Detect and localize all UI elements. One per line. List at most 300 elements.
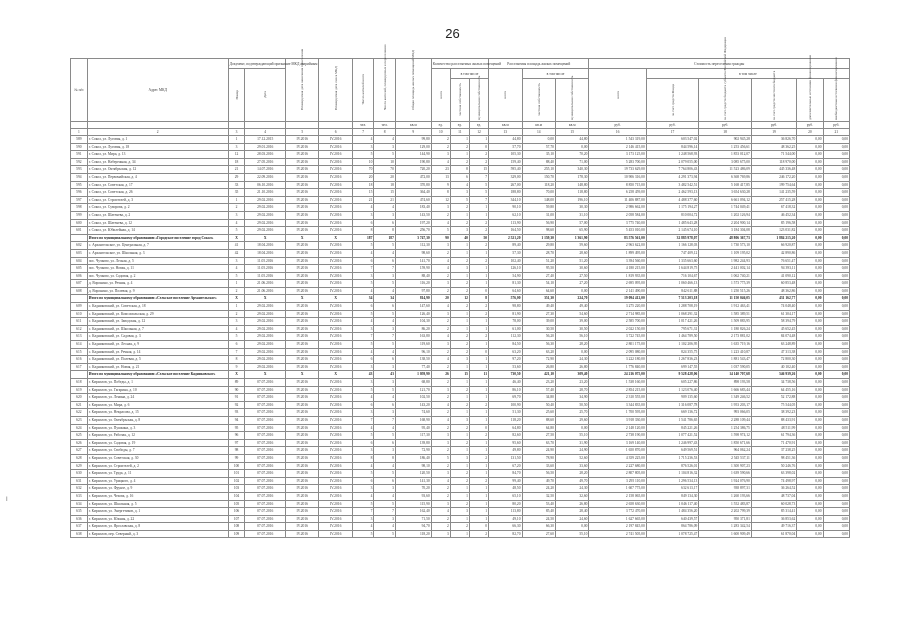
cell-rm: 2: [469, 151, 488, 159]
cell-am: 30,30: [555, 204, 588, 212]
cell-no: 631: [71, 477, 88, 485]
cell-cf: 1 288 708,19: [646, 303, 699, 311]
cell-cr: 1 853 012,07: [699, 151, 752, 159]
cell-cr: 1 552 483,87: [699, 500, 752, 508]
cell-at: 64,60: [489, 287, 522, 295]
cell-ap: 66,30: [522, 523, 555, 531]
cell-d1: IV.2016: [286, 341, 319, 349]
cell-num: 89: [228, 379, 245, 387]
cell-cr: 6 661 094,12: [699, 196, 752, 204]
cell-at: 53,60: [489, 363, 522, 371]
cell-ppl2: 4: [374, 462, 396, 470]
cell-rt: 4: [431, 303, 450, 311]
cell-d1: IV.2016: [286, 439, 319, 447]
cell-rp: 2: [450, 348, 469, 356]
cell-date: 07.07.2016: [245, 379, 286, 387]
cell-ppl: 5: [352, 386, 374, 394]
cell-date: 07.07.2016: [245, 447, 286, 455]
cell-rp: 12: [450, 295, 469, 303]
cell-cr: 1 639 590,66: [699, 470, 752, 478]
cell-ap: 29,80: [522, 242, 555, 250]
cell-date: 18.04.2016: [245, 242, 286, 250]
cell-d2: IV.2016: [319, 257, 352, 265]
cell-rt: 3: [431, 280, 450, 288]
cell-ct: 6 258 459,00: [589, 189, 646, 197]
cell-ppl2: 43: [374, 371, 396, 379]
cell-rt: 5: [431, 454, 450, 462]
cell-cf: 1 644 819,75: [646, 265, 699, 273]
cell-num: X: [228, 371, 245, 379]
cell-at: 49,80: [489, 447, 522, 455]
cell-ppl: 6: [352, 219, 374, 227]
cell-at: 65,10: [489, 492, 522, 500]
cell-ppl2: 3: [374, 485, 396, 493]
cell-e2: 0,00: [823, 447, 849, 455]
cell-d1: X: [286, 234, 319, 242]
cell-ppl: 5: [352, 341, 374, 349]
cell-area: 115,90: [395, 500, 431, 508]
cell-no: 607: [71, 280, 88, 288]
cell-date: 07.07.2016: [245, 386, 286, 394]
cell-no: 625: [71, 432, 88, 440]
cell-cr: 938 897,31: [699, 485, 752, 493]
cell-e2: 0,00: [823, 333, 849, 341]
cell-cf: 1 541 786,65: [646, 416, 699, 424]
cell-d1: IV.2016: [286, 204, 319, 212]
cell-num: 4: [228, 219, 245, 227]
cell-cr: 1 924 076,90: [699, 477, 752, 485]
cell-ppl: 6: [352, 401, 374, 409]
cell-d2: IV.2016: [319, 379, 352, 387]
cell-addr: г. Кириллов, ул. Чехова, д. 16: [87, 492, 228, 500]
cell-addr: г. Сокол, ул. Шатенева, д. 2: [87, 211, 228, 219]
table-row: [71, 136, 850, 144]
header-people-plan: [374, 43, 396, 122]
cell-ppl: 18: [352, 181, 374, 189]
cell-rp: 8: [450, 166, 469, 174]
unit-rooms-total: ед.: [431, 122, 450, 129]
cell-ct: 3 222 180,00: [589, 356, 646, 364]
cell-ppl2: 6: [374, 219, 396, 227]
cell-rp: 5: [450, 196, 469, 204]
cell-cl: 85 314,41: [751, 508, 796, 516]
cell-addr: г. Кириллов, пер. Северный, д. 3: [87, 530, 228, 538]
cell-e2: 0,00: [823, 371, 849, 379]
cell-no: 637: [71, 523, 88, 531]
cell-d2: IV.2016: [319, 204, 352, 212]
cell-e1: 0,00: [797, 136, 823, 144]
cell-area: 168,90: [395, 416, 431, 424]
table-row: [71, 348, 850, 356]
cell-e1: 0,00: [797, 477, 823, 485]
cell-d1: IV.2016: [286, 151, 319, 159]
cell-at: 595,40: [489, 166, 522, 174]
cell-no: 636: [71, 515, 88, 523]
cell-ap: 24,50: [522, 515, 555, 523]
cell-no: 593: [71, 166, 88, 174]
cell-am: 1 361,90: [555, 234, 588, 242]
table-row: [71, 280, 850, 288]
cell-ppl2: 5: [374, 386, 396, 394]
cell-am: 25,70: [555, 409, 588, 417]
cell-ct: 4 359 225,00: [589, 454, 646, 462]
table-row: [71, 439, 850, 447]
cell-rm: 2: [469, 158, 488, 166]
cell-date: 06.10.2016: [245, 181, 286, 189]
column-number: 12: [469, 129, 488, 136]
cell-no: 613: [71, 333, 88, 341]
cell-rp: 2: [450, 523, 469, 531]
cell-d2: IV.2016: [319, 348, 352, 356]
cell-at: 84,70: [489, 470, 522, 478]
cell-ct: 1 543 319,00: [589, 136, 646, 144]
unit-area-municipal: кв.м: [555, 122, 588, 129]
cell-d2: IV.2016: [319, 424, 352, 432]
header-cost-extra: [797, 54, 823, 122]
row-number-cell: [71, 295, 88, 303]
cell-date: 27.05.2016: [245, 158, 286, 166]
cell-area: 364,40: [395, 189, 431, 197]
cell-at: 62,10: [489, 211, 522, 219]
cell-d2: X: [319, 295, 352, 303]
cell-d1: IV.2016: [286, 310, 319, 318]
cell-cf: 1 102 206,95: [646, 341, 699, 349]
cell-at: 66,30: [489, 523, 522, 531]
table-row: [71, 196, 850, 204]
cell-d2: IV.2016: [319, 227, 352, 235]
cell-ppl: 6: [352, 439, 374, 447]
cell-cr: 1 037 590,05: [699, 363, 752, 371]
cell-am: 52,60: [555, 454, 588, 462]
cell-ppl2: 5: [374, 151, 396, 159]
cell-at: 97,20: [489, 356, 522, 364]
cell-num: 92: [228, 401, 245, 409]
cell-cf: 1 046 117,40: [646, 500, 699, 508]
cell-d1: IV.2016: [286, 287, 319, 295]
cell-ct: 2 741 505,00: [589, 530, 646, 538]
cell-cf: 1 296 534,13: [646, 477, 699, 485]
unit-cost-extra2: руб.: [823, 122, 849, 129]
unit-cost-extra: руб.: [797, 122, 823, 129]
cell-rp: 1: [450, 310, 469, 318]
cell-cl: 34 738,56: [751, 379, 796, 387]
cell-e2: 0,00: [823, 151, 849, 159]
cell-rm: 1: [469, 265, 488, 273]
cell-addr: г. Сокол, ул. Советская, д. 26: [87, 189, 228, 197]
cell-num: 3: [228, 143, 245, 151]
cell-d1: IV.2016: [286, 242, 319, 250]
cell-ppl: 4: [352, 204, 374, 212]
cell-e1: 0,00: [797, 500, 823, 508]
cell-ppl2: 5: [374, 242, 396, 250]
cell-am: 71,00: [555, 158, 588, 166]
header-area-municipal: [555, 75, 588, 122]
table-row: [71, 409, 850, 417]
cell-no: 597: [71, 196, 88, 204]
cell-e1: 0,00: [797, 211, 823, 219]
cell-cl: 60 853,48: [751, 280, 796, 288]
cell-e2: 0,00: [823, 204, 849, 212]
cell-e1: 0,00: [797, 196, 823, 204]
cell-cf: 1 316 087,78: [646, 401, 699, 409]
cell-cr: 1 254 386,75: [699, 424, 752, 432]
cell-rt: 2: [431, 363, 450, 371]
cell-ap: 56,30: [522, 341, 555, 349]
cell-ppl: 4: [352, 523, 374, 531]
cell-rp: 15: [450, 371, 469, 379]
cell-num: 100: [228, 462, 245, 470]
cell-d2: IV.2016: [319, 196, 352, 204]
cell-ppl2: 8: [374, 227, 396, 235]
header-cost-by-source: в том числе: [646, 69, 849, 79]
cell-addr: г. Сокол, ул. Юбилейная, д. 14: [87, 227, 228, 235]
cell-am: 54,60: [555, 310, 588, 318]
cell-cr: 902 945,28: [699, 136, 752, 144]
cell-ppl: 7: [352, 333, 374, 341]
cell-num: 35: [228, 189, 245, 197]
cell-e1: 0,00: [797, 272, 823, 280]
cell-e1: 0,00: [797, 204, 823, 212]
cell-area: 71,50: [395, 515, 431, 523]
cell-rp: 1: [450, 530, 469, 538]
cell-cr: 1 062 740,21: [699, 272, 752, 280]
cell-ppl: 3: [352, 363, 374, 371]
cell-area: 370,80: [395, 181, 431, 189]
cell-num: 12: [228, 151, 245, 159]
cell-rt: 23: [431, 166, 450, 174]
cell-am: 27,20: [555, 280, 588, 288]
cell-at: 44,80: [489, 136, 522, 144]
cell-at: 80,20: [489, 500, 522, 508]
cell-am: 24,30: [555, 356, 588, 364]
cell-at: 112,30: [489, 333, 522, 341]
cell-rm: 2: [469, 310, 488, 318]
header-cost-extra-label: дополнительные источники финансирования: [807, 54, 812, 120]
cell-cf: 1 123 076,40: [646, 386, 699, 394]
unit-blank-5: [286, 122, 319, 129]
table-row: [71, 530, 850, 538]
cell-num: 97: [228, 439, 245, 447]
cell-date: 07.07.2016: [245, 439, 286, 447]
cell-ct: 1 819 935,00: [589, 272, 646, 280]
cell-rm: 1: [469, 325, 488, 333]
cell-rp: 1: [450, 492, 469, 500]
cell-e2: 0,00: [823, 416, 849, 424]
cell-d1: IV.2016: [286, 523, 319, 531]
cell-rm: 5: [469, 189, 488, 197]
cell-date: 07.07.2016: [245, 500, 286, 508]
cell-date: X: [245, 371, 286, 379]
cell-e1: 0,00: [797, 348, 823, 356]
cell-d2: IV.2016: [319, 447, 352, 455]
cell-d1: IV.2016: [286, 492, 319, 500]
cell-ct: 3 173 125,00: [589, 151, 646, 159]
cell-d1: IV.2016: [286, 485, 319, 493]
cell-rp: 2: [450, 477, 469, 485]
cell-rp: 2: [450, 500, 469, 508]
cell-rm: 2: [469, 530, 488, 538]
cell-date: 21.06.2016: [245, 280, 286, 288]
table-row: [71, 477, 850, 485]
cell-no: 601: [71, 227, 88, 235]
cell-ppl: 4: [352, 424, 374, 432]
cell-num: 93: [228, 409, 245, 417]
cell-rm: 2: [469, 227, 488, 235]
cell-ppl: 5: [352, 151, 374, 159]
cell-e1: 0,00: [797, 325, 823, 333]
cell-rp: 2: [450, 280, 469, 288]
cell-d1: IV.2016: [286, 447, 319, 455]
cell-rm: 0: [469, 287, 488, 295]
cell-date: 29.02.2016: [245, 363, 286, 371]
cell-d1: IV.2016: [286, 136, 319, 144]
header-area-by-type: в том числе: [522, 69, 589, 79]
column-number: 16: [589, 129, 646, 136]
cell-e2: 0,00: [823, 379, 849, 387]
cell-date: 07.07.2016: [245, 432, 286, 440]
cell-cf: 1 068 291,32: [646, 310, 699, 318]
cell-area: 126,40: [395, 310, 431, 318]
table-row: [71, 386, 850, 394]
header-cost-local: [751, 70, 796, 122]
cell-ppl2: 70: [374, 166, 396, 174]
cell-d1: IV.2016: [286, 303, 319, 311]
table-row: [71, 500, 850, 508]
cell-addr: с. Кадниковский, ул. Советская, д. 18: [87, 303, 228, 311]
cell-num: X: [228, 234, 245, 242]
cell-am: 31,90: [555, 439, 588, 447]
cell-rt: 8: [431, 189, 450, 197]
cell-d1: IV.2016: [286, 379, 319, 387]
cell-num: 109: [228, 530, 245, 538]
cell-cf: 3 482 542,51: [646, 181, 699, 189]
cell-ap: 95,50: [522, 265, 555, 273]
cell-area: 141,30: [395, 477, 431, 485]
cell-area: 256,70: [395, 227, 431, 235]
header-people-plan-label: Число жителей, планируемых к переселению: [382, 43, 387, 110]
cell-cf: 32 885 978,07: [646, 234, 699, 242]
cell-rt: 2: [431, 447, 450, 455]
cell-am: 23,20: [555, 379, 588, 387]
cell-ct: 10 906 316,00: [589, 173, 646, 181]
cell-rp: 2: [450, 401, 469, 409]
column-number: 7: [352, 129, 374, 136]
cell-e2: 0,00: [823, 477, 849, 485]
cell-date: 22.09.2016: [245, 173, 286, 181]
cell-d1: IV.2016: [286, 508, 319, 516]
cell-d2: IV.2016: [319, 219, 352, 227]
cell-cr: 1 283 342,54: [699, 523, 752, 531]
cell-date: 07.07.2016: [245, 477, 286, 485]
cell-ppl2: 4: [374, 424, 396, 432]
cell-num: 3: [228, 257, 245, 265]
cell-num: 2: [228, 204, 245, 212]
cell-rp: 1: [450, 318, 469, 326]
cell-addr: г. Кириллов, ул. Южная, д. 22: [87, 515, 228, 523]
cell-cf: 1 485 643,28: [646, 219, 699, 227]
cell-rm: 0: [469, 348, 488, 356]
cell-cr: 1 585 389,51: [699, 310, 752, 318]
cell-area: 116,20: [395, 280, 431, 288]
cell-area: 147,60: [395, 303, 431, 311]
cell-e1: 0,00: [797, 379, 823, 387]
cell-e2: 0,00: [823, 325, 849, 333]
cell-ct: 2 058 584,00: [589, 211, 646, 219]
cell-d2: IV.2016: [319, 356, 352, 364]
cell-rm: 2: [469, 454, 488, 462]
cell-ppl: 20: [352, 173, 374, 181]
cell-num: 105: [228, 500, 245, 508]
cell-d2: IV.2016: [319, 454, 352, 462]
cell-rp: 1: [450, 249, 469, 257]
header-cost-fund-label: за счет средств Фонда: [670, 83, 675, 116]
cell-no: 614: [71, 341, 88, 349]
cell-am: 309,40: [555, 371, 588, 379]
header-cost-region-label: за счет средств бюджета субъекта Российской Федерации: [723, 36, 728, 120]
cell-rt: 2: [431, 249, 450, 257]
cell-ct: 1 650 870,00: [589, 447, 646, 455]
cell-d2: IV.2016: [319, 310, 352, 318]
cell-e2: 0,00: [823, 219, 849, 227]
cell-ct: 3 918 330,00: [589, 416, 646, 424]
cell-d2: IV.2016: [319, 181, 352, 189]
cell-e1: 0,00: [797, 447, 823, 455]
cell-rp: 2: [450, 341, 469, 349]
cell-num: 2: [228, 287, 245, 295]
cell-area: 144,90: [395, 151, 431, 159]
cell-no: 618: [71, 379, 88, 387]
cell-cr: 5 168 417,85: [699, 181, 752, 189]
cell-ap: 56,50: [522, 470, 555, 478]
cell-d1: IV.2016: [286, 356, 319, 364]
cell-ct: 11 406 887,00: [589, 196, 646, 204]
cell-rm: 15: [469, 166, 488, 174]
cell-d2: IV.2016: [319, 249, 352, 257]
cell-am: 30,50: [555, 325, 588, 333]
cell-am: 0,00: [555, 424, 588, 432]
table-row: [71, 394, 850, 402]
cell-no: 603: [71, 249, 88, 257]
cell-at: 344,10: [489, 196, 522, 204]
cell-d1: IV.2016: [286, 530, 319, 538]
table-row: [71, 143, 850, 151]
header-planned-relocation-label: Планируемая дата окончания переселения: [300, 48, 305, 110]
cell-area: 95,40: [395, 424, 431, 432]
cell-cf: 1 166 128,03: [646, 242, 699, 250]
cell-d2: IV.2016: [319, 523, 352, 531]
cell-date: 29.02.2016: [245, 227, 286, 235]
cell-ct: 19 733 629,00: [589, 166, 646, 174]
cell-no: 634: [71, 500, 88, 508]
cell-e2: 0,00: [823, 189, 849, 197]
cell-ppl: 3: [352, 379, 374, 387]
cell-e1: 0,00: [797, 181, 823, 189]
cell-ppl: 7: [352, 265, 374, 273]
cell-d2: IV.2016: [319, 432, 352, 440]
cell-cr: 993 066,05: [699, 409, 752, 417]
cell-rm: 1: [469, 500, 488, 508]
cell-at: 69,70: [489, 394, 522, 402]
cell-addr: г. Сокол, ул. Первомайская, д. 4: [87, 173, 228, 181]
cell-ppl2: 4: [374, 204, 396, 212]
cell-d2: IV.2016: [319, 280, 352, 288]
cell-ct: 2 963 622,00: [589, 242, 646, 250]
cell-ap: 351,30: [522, 295, 555, 303]
cell-d2: IV.2016: [319, 341, 352, 349]
header-area-total2-label: всего: [503, 90, 508, 99]
cell-ppl2: 3: [374, 272, 396, 280]
cell-d2: IV.2016: [319, 136, 352, 144]
